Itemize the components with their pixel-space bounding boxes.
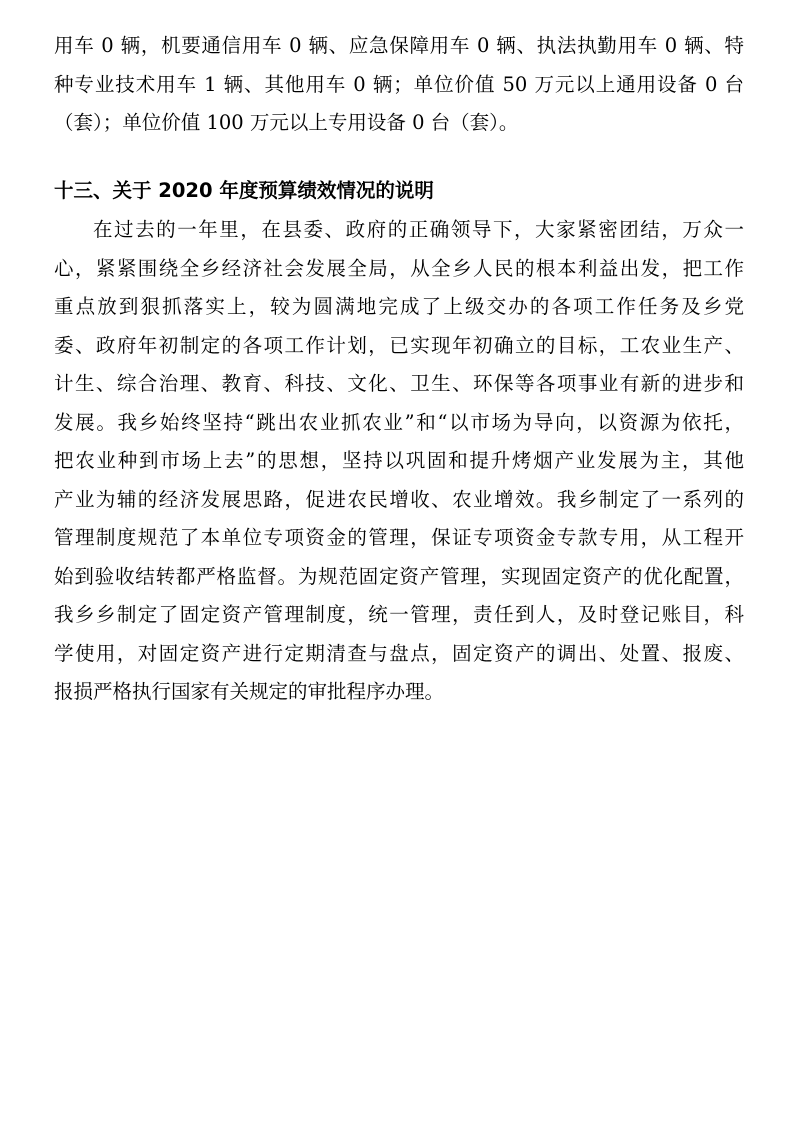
paragraph-line: 用车 0 辆，机要通信用车 0 辆、应急保障用车 0 辆、执法执勤用车 0 辆、特 bbox=[54, 34, 744, 57]
paragraph-line: 心，紧紧围绕全乡经济社会发展全局，从全乡人民的根本利益出发，把工作 bbox=[54, 256, 744, 280]
section-heading: 十三、关于 2020 年度预算绩效情况的说明 bbox=[54, 179, 434, 202]
intro-paragraph bbox=[54, 27, 744, 143]
paragraph-line: 委、政府年初制定的各项工作计划，已实现年初确立的目标，工农业生产、 bbox=[54, 333, 744, 357]
paragraph-line: 学使用，对固定资产进行定期清查与盘点，固定资产的调出、处置、报废、 bbox=[54, 641, 744, 665]
paragraph-line: 发展。我乡始终坚持“跳出农业抓农业”和“以市场为导向，以资源为依托， bbox=[54, 410, 744, 434]
paragraph-line: 把农业种到市场上去”的思想，坚持以巩固和提升烤烟产业发展为主，其他 bbox=[54, 449, 744, 472]
paragraph-line: 管理制度规范了本单位专项资金的管理，保证专项资金专款专用，从工程开 bbox=[54, 526, 744, 549]
paragraph-line: 我乡乡制定了固定资产管理制度，统一管理，责任到人，及时登记账目，科 bbox=[54, 603, 744, 626]
paragraph-line: 计生、综合治理、教育、科技、文化、卫生、环保等各项事业有新的进步和 bbox=[54, 372, 744, 395]
paragraph-line: 产业为辅的经济发展思路，促进农民增收、农业增效。我乡制定了一系列的 bbox=[54, 487, 744, 511]
paragraph-line: 种专业技术用车 1 辆、其他用车 0 辆；单位价值 50 万元以上通用设备 0 台 bbox=[54, 72, 744, 96]
paragraph-line: （套）；单位价值 100 万元以上专用设备 0 台（套）。 bbox=[54, 111, 519, 134]
paragraph-line: 重点放到狠抓落实上，较为圆满地完成了上级交办的各项工作任务及乡党 bbox=[54, 295, 744, 318]
body-paragraph bbox=[54, 211, 744, 712]
paragraph-line: 报损严格执行国家有关规定的审批程序办理。 bbox=[54, 680, 445, 703]
paragraph-line: 始到验收结转都严格监督。为规范固定资产管理，实现固定资产的优化配置， bbox=[54, 564, 744, 588]
paragraph-line: 在过去的一年里，在县委、政府的正确领导下，大家紧密团结，万众一 bbox=[93, 218, 744, 241]
